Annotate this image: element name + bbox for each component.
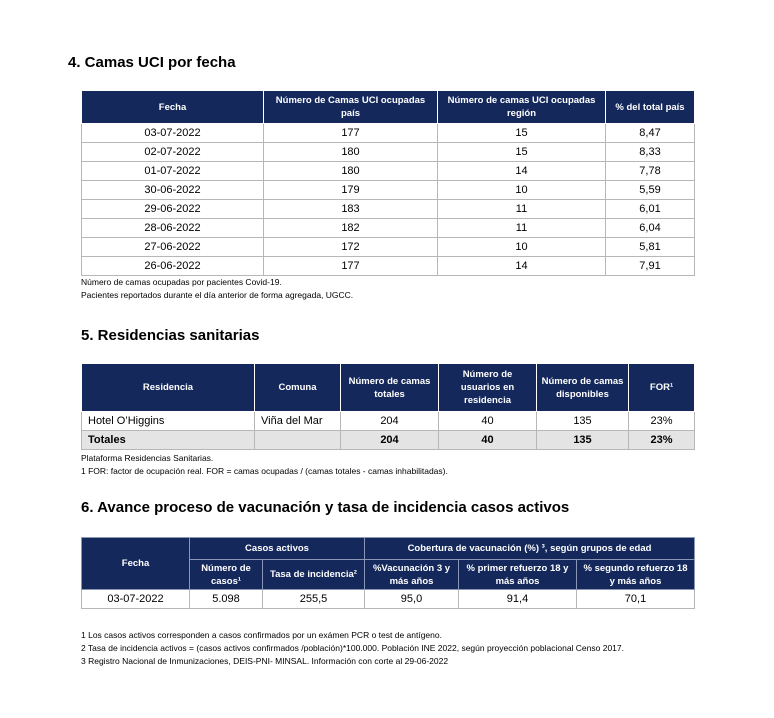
- cell-camas-pais: 183: [264, 200, 438, 219]
- cell-for: 23%: [629, 412, 695, 431]
- col-header-fecha: Fecha: [82, 538, 190, 590]
- table-row: [82, 257, 695, 276]
- footnote: Plataforma Residencias Sanitarias.: [81, 453, 214, 463]
- cell-camas-pais: 180: [264, 162, 438, 181]
- cell-totales-disponibles: 135: [537, 431, 629, 450]
- cell-segundo-refuerzo: 70,1: [577, 590, 695, 609]
- col-header-vacunacion: %Vacunación 3 y más años: [365, 560, 459, 590]
- cell-totales-comuna: [255, 431, 341, 450]
- cell-porcentaje: 5,59: [606, 181, 695, 200]
- col-header-usuarios: Número de usuarios en residencia: [439, 364, 537, 412]
- cell-fecha: 03-07-2022: [82, 124, 264, 143]
- col-header-tasa-incidencia: Tasa de incidencia²: [263, 560, 365, 590]
- footnote: 1 Los casos activos corresponden a casos confirmados por un exámen PCR o test de antígeno.: [81, 630, 442, 640]
- col-header-camas-pais: Número de Camas UCI ocupadas país: [264, 91, 438, 124]
- table-row: [82, 219, 695, 238]
- cell-camas-region: 14: [438, 257, 606, 276]
- col-header-camas-region: Número de camas UCI ocupadas región: [438, 91, 606, 124]
- cell-totales-label: Totales: [82, 431, 255, 450]
- table-row: [82, 162, 695, 181]
- section-5-notes: [81, 452, 448, 478]
- section-6-title: 6. Avance proceso de vacunación y tasa de incidencia casos activos: [81, 499, 570, 516]
- group-header-cobertura: Cobertura de vacunación (%) ³, según grupos de edad: [365, 538, 695, 560]
- col-header-camas-disponibles: Número de camas disponibles: [537, 364, 629, 412]
- totals-row: [82, 431, 695, 450]
- cell-camas-pais: 180: [264, 143, 438, 162]
- table-row: [82, 143, 695, 162]
- section-4-title: 4. Camas UCI por fecha: [68, 54, 236, 71]
- cell-fecha: 01-07-2022: [82, 162, 264, 181]
- col-header-numero-casos: Número de casos¹: [190, 560, 263, 590]
- cell-fecha: 29-06-2022: [82, 200, 264, 219]
- cell-camas-disponibles: 135: [537, 412, 629, 431]
- cell-residencia: Hotel O’Higgins: [82, 412, 255, 431]
- uci-beds-table: [81, 90, 695, 276]
- cell-porcentaje: 8,33: [606, 143, 695, 162]
- cell-tasa-incidencia: 255,5: [263, 590, 365, 609]
- col-header-segundo-refuerzo: % segundo refuerzo 18 y más años: [577, 560, 695, 590]
- cell-porcentaje: 7,78: [606, 162, 695, 181]
- cell-vacunacion: 95,0: [365, 590, 459, 609]
- cell-fecha: 26-06-2022: [82, 257, 264, 276]
- cell-camas-totales: 204: [341, 412, 439, 431]
- cell-fecha: 03-07-2022: [82, 590, 190, 609]
- cell-totales-usuarios: 40: [439, 431, 537, 450]
- cell-porcentaje: 6,01: [606, 200, 695, 219]
- cell-fecha: 30-06-2022: [82, 181, 264, 200]
- cell-usuarios: 40: [439, 412, 537, 431]
- cell-camas-region: 11: [438, 200, 606, 219]
- table-row: [82, 124, 695, 143]
- vaccination-table: [81, 537, 695, 609]
- cell-camas-region: 14: [438, 162, 606, 181]
- section-6-notes: [81, 629, 624, 668]
- cell-camas-region: 10: [438, 181, 606, 200]
- cell-fecha: 28-06-2022: [82, 219, 264, 238]
- cell-camas-region: 15: [438, 124, 606, 143]
- col-header-fecha: Fecha: [82, 91, 264, 124]
- cell-fecha: 27-06-2022: [82, 238, 264, 257]
- col-header-comuna: Comuna: [255, 364, 341, 412]
- cell-camas-pais: 182: [264, 219, 438, 238]
- col-header-porcentaje: % del total país: [606, 91, 695, 124]
- footnote: Pacientes reportados durante el día anterior de forma agregada, UGCC.: [81, 290, 354, 300]
- cell-camas-pais: 177: [264, 257, 438, 276]
- section-5-title: 5. Residencias sanitarias: [81, 327, 260, 344]
- footnote: 3 Registro Nacional de Inmunizaciones, DEIS-PNI- MINSAL. Información con corte al 29-06-2022: [81, 656, 449, 666]
- table-row: [82, 238, 695, 257]
- table-row: [82, 181, 695, 200]
- table-row: [82, 590, 695, 609]
- table-row: [82, 200, 695, 219]
- footnote: 2 Tasa de incidencia activos = (casos activos confirmados /población)*100.000. Población INE 2022, según proyección poblacional Censo 2017.: [81, 643, 624, 653]
- cell-camas-pais: 179: [264, 181, 438, 200]
- cell-porcentaje: 8,47: [606, 124, 695, 143]
- cell-camas-region: 11: [438, 219, 606, 238]
- cell-comuna: Viña del Mar: [255, 412, 341, 431]
- residences-table: [81, 363, 695, 450]
- cell-camas-region: 10: [438, 238, 606, 257]
- cell-porcentaje: 6,04: [606, 219, 695, 238]
- group-header-casos-activos: Casos activos: [190, 538, 365, 560]
- cell-porcentaje: 5,81: [606, 238, 695, 257]
- col-header-primer-refuerzo: % primer refuerzo 18 y más años: [459, 560, 577, 590]
- cell-porcentaje: 7,91: [606, 257, 695, 276]
- cell-fecha: 02-07-2022: [82, 143, 264, 162]
- col-header-residencia: Residencia: [82, 364, 255, 412]
- cell-numero-casos: 5.098: [190, 590, 263, 609]
- cell-totales-camas: 204: [341, 431, 439, 450]
- table-row: [82, 412, 695, 431]
- section-4-notes: [81, 276, 353, 302]
- footnote: Número de camas ocupadas por pacientes Covid-19.: [81, 277, 282, 287]
- cell-camas-pais: 177: [264, 124, 438, 143]
- cell-camas-pais: 172: [264, 238, 438, 257]
- cell-primer-refuerzo: 91,4: [459, 590, 577, 609]
- cell-camas-region: 15: [438, 143, 606, 162]
- cell-totales-for: 23%: [629, 431, 695, 450]
- col-header-camas-totales: Número de camas totales: [341, 364, 439, 412]
- col-header-for: FOR¹: [629, 364, 695, 412]
- footnote: 1 FOR: factor de ocupación real. FOR = camas ocupadas / (camas totales - camas inhabilitadas).: [81, 466, 448, 476]
